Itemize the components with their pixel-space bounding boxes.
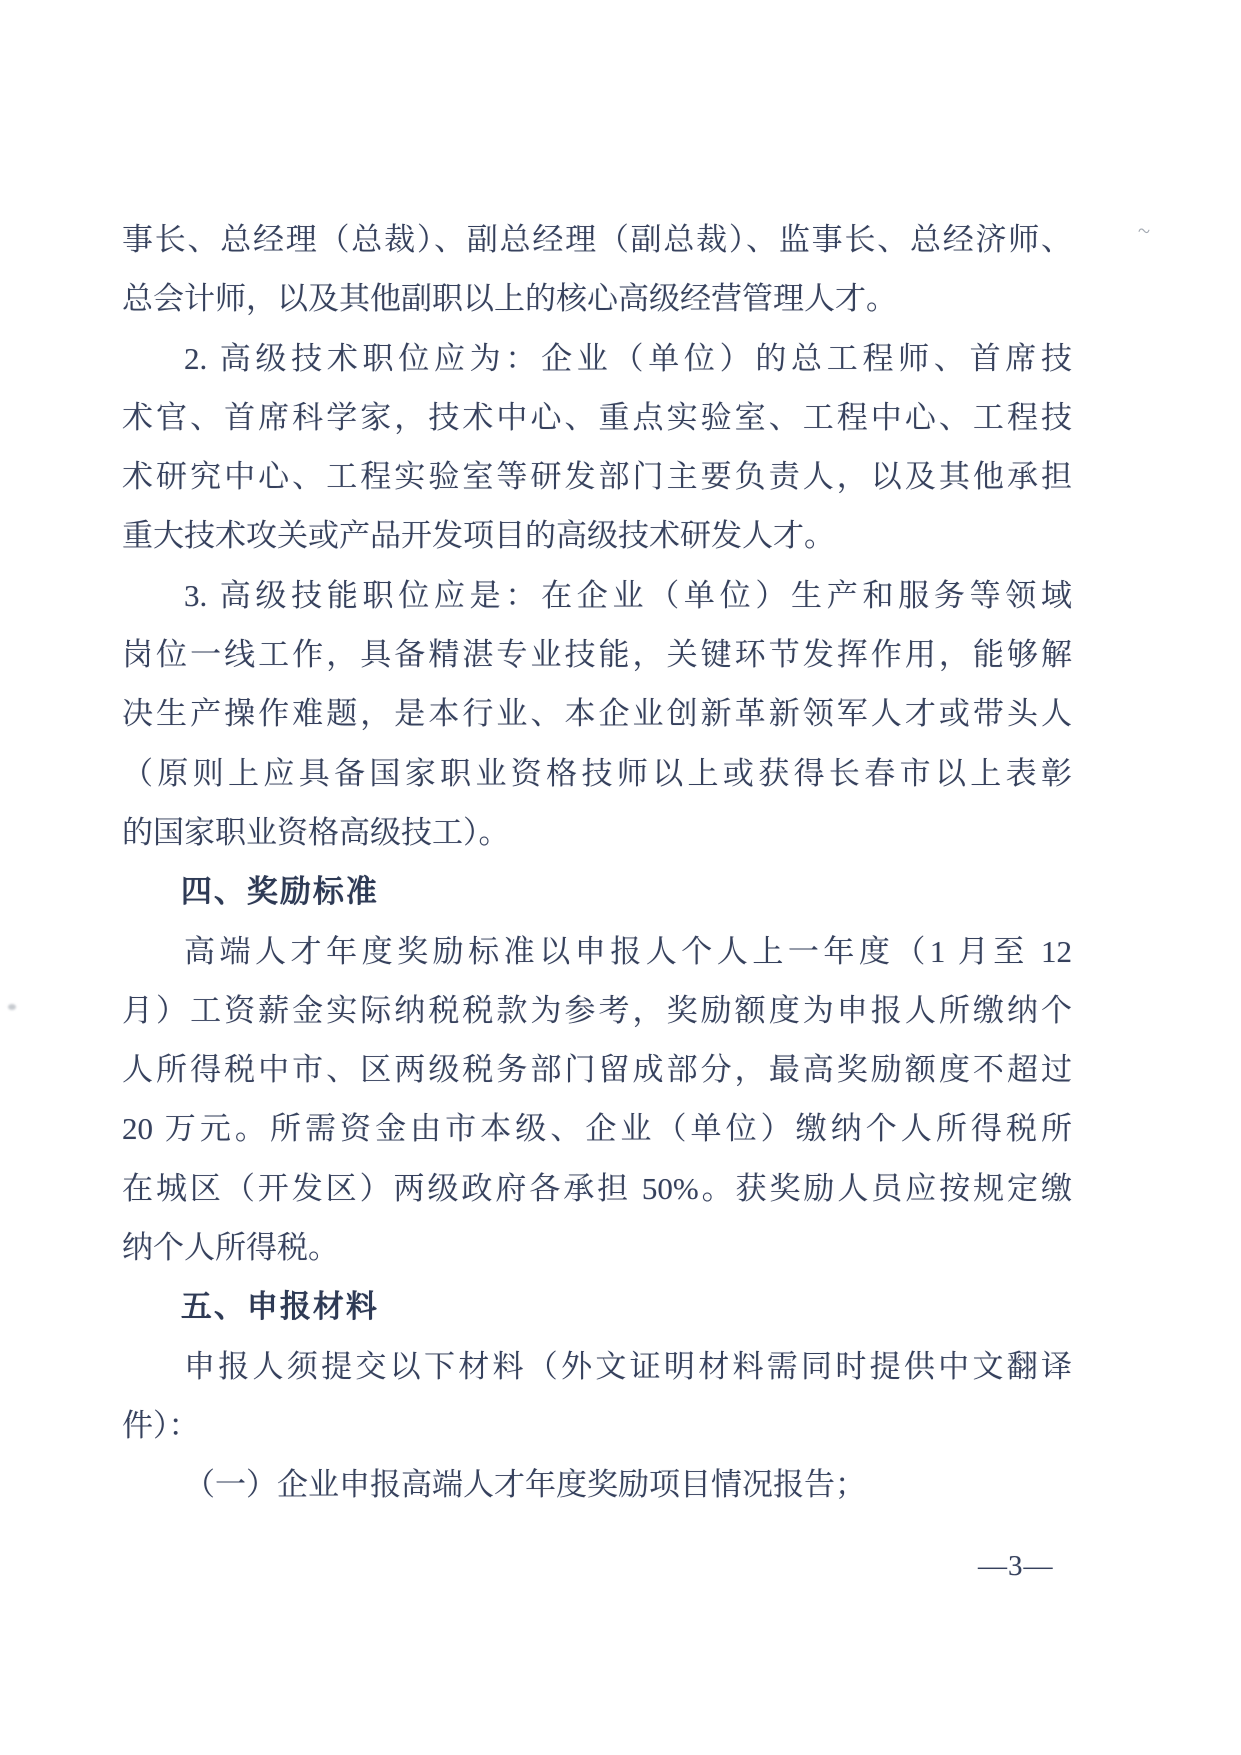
page-number: —3— (978, 1550, 1054, 1582)
body-text-line: （一）企业申报高端人才年度奖励项目情况报告； (184, 1467, 866, 1503)
body-text-line: 人所得税中市、区两级税务部门留成部分，最高奖励额度不超过 (122, 1052, 1072, 1088)
body-text-line: 术研究中心、工程实验室等研发部门主要负责人，以及其他承担 (122, 459, 1072, 495)
body-text-line: 在城区（开发区）两级政府各承担 50%。获奖励人员应按规定缴 (122, 1170, 1072, 1206)
body-text-line: 重大技术攻关或产品开发项目的高级技术研发人才。 (122, 518, 835, 554)
body-text-line: 2. 高级技术职位应为：企业（单位）的总工程师、首席技 (184, 340, 1072, 376)
document-body (122, 210, 1072, 1515)
body-text-line: 的国家职业资格高级技工）。 (122, 814, 510, 850)
scan-artifact-speck (8, 1004, 16, 1010)
body-text-line: 高端人才年度奖励标准以申报人个人上一年度（1 月至 12 (184, 933, 1072, 969)
body-text-line: 决生产操作难题，是本行业、本企业创新革新领军人才或带头人 (122, 696, 1072, 732)
body-text-line: 总会计师，以及其他副职以上的核心高级经营管理人才。 (122, 281, 897, 317)
scan-artifact-tilde: ~ (1136, 217, 1153, 244)
body-text-line: 纳个人所得税。 (122, 1230, 339, 1266)
section-heading: 四、奖励标准 (180, 874, 379, 910)
body-text-line: 20 万元。所需资金由市本级、企业（单位）缴纳个人所得税所 (122, 1111, 1072, 1147)
body-text-line: 件）： (122, 1407, 200, 1443)
body-text-line: 事长、总经理（总裁）、副总经理（副总裁）、监事长、总经济师、 (122, 222, 1072, 257)
body-text-line: （原则上应具备国家职业资格技师以上或获得长春市以上表彰 (122, 755, 1072, 791)
body-text-line: 月）工资薪金实际纳税税款为参考，奖励额度为申报人所缴纳个 (122, 992, 1072, 1028)
body-text-line: 申报人须提交以下材料（外文证明材料需同时提供中文翻译 (184, 1348, 1072, 1384)
body-text-line: 3. 高级技能职位应是：在企业（单位）生产和服务等领域 (184, 577, 1072, 613)
body-text-line: 术官、首席科学家，技术中心、重点实验室、工程中心、工程技 (122, 399, 1072, 435)
body-text-line: 岗位一线工作，具备精湛专业技能，关键环节发挥作用，能够解 (122, 637, 1072, 673)
section-heading: 五、申报材料 (180, 1289, 379, 1325)
